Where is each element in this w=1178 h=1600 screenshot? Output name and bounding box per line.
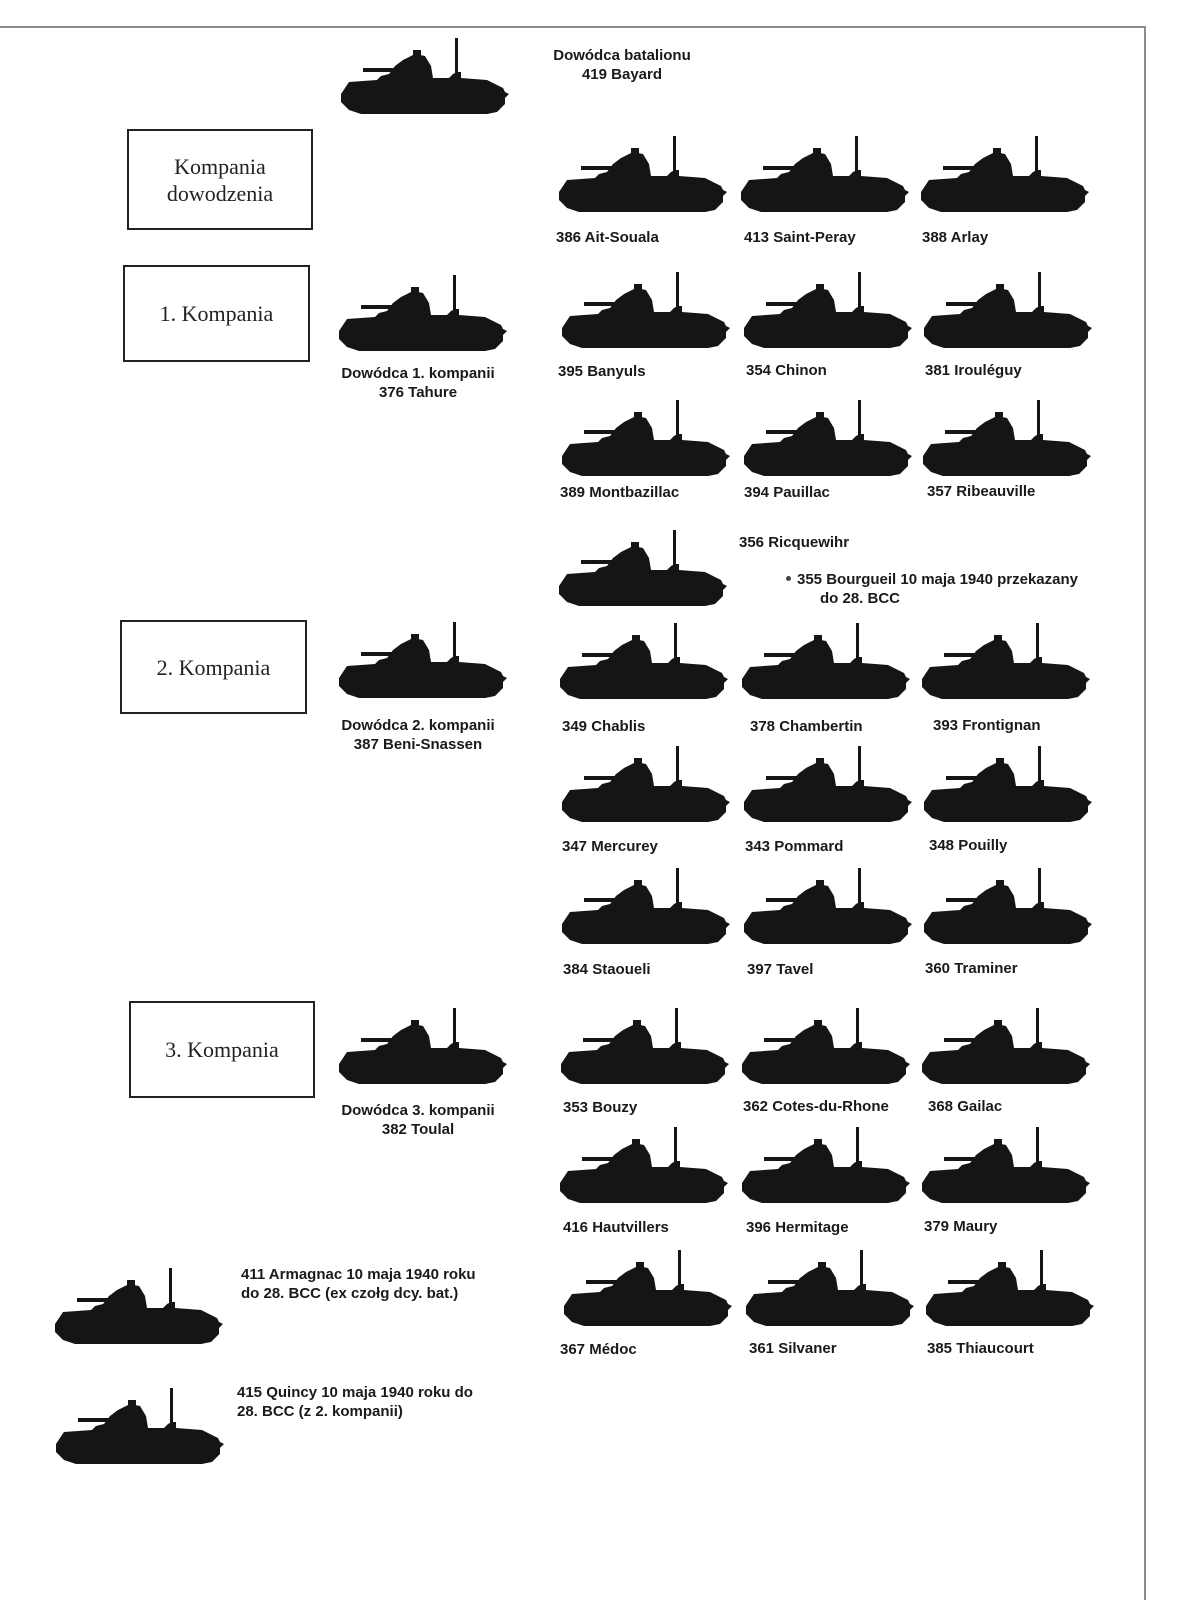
armagnac-note-line1: 411 Armagnac 10 maja 1940 roku — [241, 1266, 476, 1283]
tank-label-354: 354 Chinon — [746, 362, 827, 379]
tank-silhouette-353 — [557, 1008, 732, 1090]
company3-commander-tank: 382 Toulal — [381, 1121, 455, 1138]
armagnac-transfer-note — [241, 1265, 476, 1303]
tank-label-343: 343 Pommard — [745, 838, 844, 855]
tank-label-357: 357 Ribeauville — [927, 483, 1036, 500]
tank-label-389: 389 Montbazillac — [560, 484, 680, 501]
tank-label-381: 381 Irouléguy — [925, 362, 1022, 379]
company1-box: 1. Kompania — [123, 265, 310, 362]
company3-commander-title: Dowódca 3. kompanii — [341, 1102, 495, 1119]
tank-silhouette-354 — [740, 272, 915, 354]
tank-label-396: 396 Hermitage — [746, 1219, 849, 1236]
company3-commander-label — [323, 1101, 513, 1139]
tank-silhouette-411 — [51, 1268, 226, 1350]
tank-label-388: 388 Arlay — [922, 229, 989, 246]
company2-commander-tank: 387 Beni-Snassen — [353, 736, 483, 753]
company1-commander-title: Dowódca 1. kompanii — [341, 365, 495, 382]
battalion-commander-label — [532, 46, 712, 84]
tank-label-395: 395 Banyuls — [558, 363, 646, 380]
tank-silhouette-362 — [738, 1008, 913, 1090]
tank-label-368: 368 Gailac — [928, 1098, 1003, 1115]
tank-silhouette-company2-commander — [335, 622, 510, 704]
tank-label-348: 348 Pouilly — [929, 837, 1008, 854]
tank-silhouette-349 — [556, 623, 731, 705]
tank-silhouette-356 — [555, 530, 730, 612]
tank-label-360: 360 Traminer — [925, 960, 1018, 977]
tank-silhouette-413 — [737, 136, 912, 218]
company2-commander-label — [323, 716, 513, 754]
tank-label-397: 397 Tavel — [747, 961, 814, 978]
tank-silhouette-361 — [742, 1250, 917, 1332]
reserve-note-line2: do 28. BCC — [820, 590, 901, 607]
tank-silhouette-395 — [558, 272, 733, 354]
tank-silhouette-388 — [917, 136, 1092, 218]
battalion-commander-title: Dowódca batalionu — [553, 47, 691, 64]
tank-label-362: 362 Cotes-du-Rhone — [743, 1098, 889, 1115]
tank-label-416: 416 Hautvillers — [563, 1219, 669, 1236]
reserve-note-line1: 355 Bourgueil 10 maja 1940 przekazany — [797, 571, 1078, 588]
company2-box: 2. Kompania — [120, 620, 307, 714]
reserve-transfer-note — [797, 570, 1078, 608]
company2-commander-title: Dowódca 2. kompanii — [341, 717, 495, 734]
tank-silhouette-360 — [920, 868, 1095, 950]
tank-silhouette-416 — [556, 1127, 731, 1209]
company1-commander-label — [323, 364, 513, 402]
tank-silhouette-385 — [922, 1250, 1097, 1332]
tank-silhouette-company3-commander — [335, 1008, 510, 1090]
battalion-commander-tank: 419 Bayard — [581, 66, 663, 83]
tank-silhouette-367 — [560, 1250, 735, 1332]
tank-label-386: 386 Ait-Souala — [556, 229, 659, 246]
tank-silhouette-378 — [738, 623, 913, 705]
tank-label-353: 353 Bouzy — [563, 1099, 638, 1116]
tank-label-394: 394 Pauillac — [744, 484, 830, 501]
tank-silhouette-394 — [740, 400, 915, 482]
tank-silhouette-396 — [738, 1127, 913, 1209]
tank-label-393: 393 Frontignan — [933, 717, 1041, 734]
tank-silhouette-384 — [558, 868, 733, 950]
tank-silhouette-battalion-commander — [337, 38, 512, 120]
tank-label-367: 367 Médoc — [560, 1341, 637, 1358]
tank-label-347: 347 Mercurey — [562, 838, 658, 855]
tank-label-378: 378 Chambertin — [750, 718, 863, 735]
tank-silhouette-393 — [918, 623, 1093, 705]
tank-silhouette-379 — [918, 1127, 1093, 1209]
tank-silhouette-386 — [555, 136, 730, 218]
note-bullet — [786, 576, 791, 581]
company1-commander-tank: 376 Tahure — [378, 384, 458, 401]
tank-silhouette-347 — [558, 746, 733, 828]
tank-label-349: 349 Chablis — [562, 718, 646, 735]
quincy-note-line1: 415 Quincy 10 maja 1940 roku do — [237, 1384, 473, 1401]
tank-label-385: 385 Thiaucourt — [927, 1340, 1034, 1357]
tank-silhouette-415 — [52, 1388, 227, 1470]
tank-silhouette-company1-commander — [335, 275, 510, 357]
tank-label-379: 379 Maury — [924, 1218, 998, 1235]
armagnac-note-line2: do 28. BCC (ex czołg dcy. bat.) — [241, 1285, 459, 1302]
tank-label-356: 356 Ricquewihr — [739, 534, 850, 551]
tank-silhouette-389 — [558, 400, 733, 482]
quincy-note-line2: 28. BCC (z 2. kompanii) — [237, 1403, 403, 1420]
tank-silhouette-368 — [918, 1008, 1093, 1090]
tank-silhouette-343 — [740, 746, 915, 828]
tank-label-384: 384 Staoueli — [563, 961, 651, 978]
tank-label-413: 413 Saint-Peray — [744, 229, 856, 246]
company3-box: 3. Kompania — [129, 1001, 315, 1098]
command-company-box: Kompania dowodzenia — [127, 129, 313, 230]
tank-label-361: 361 Silvaner — [749, 1340, 837, 1357]
quincy-transfer-note — [237, 1383, 473, 1421]
tank-silhouette-357 — [919, 400, 1094, 482]
tank-silhouette-348 — [920, 746, 1095, 828]
tank-silhouette-381 — [920, 272, 1095, 354]
tank-silhouette-397 — [740, 868, 915, 950]
